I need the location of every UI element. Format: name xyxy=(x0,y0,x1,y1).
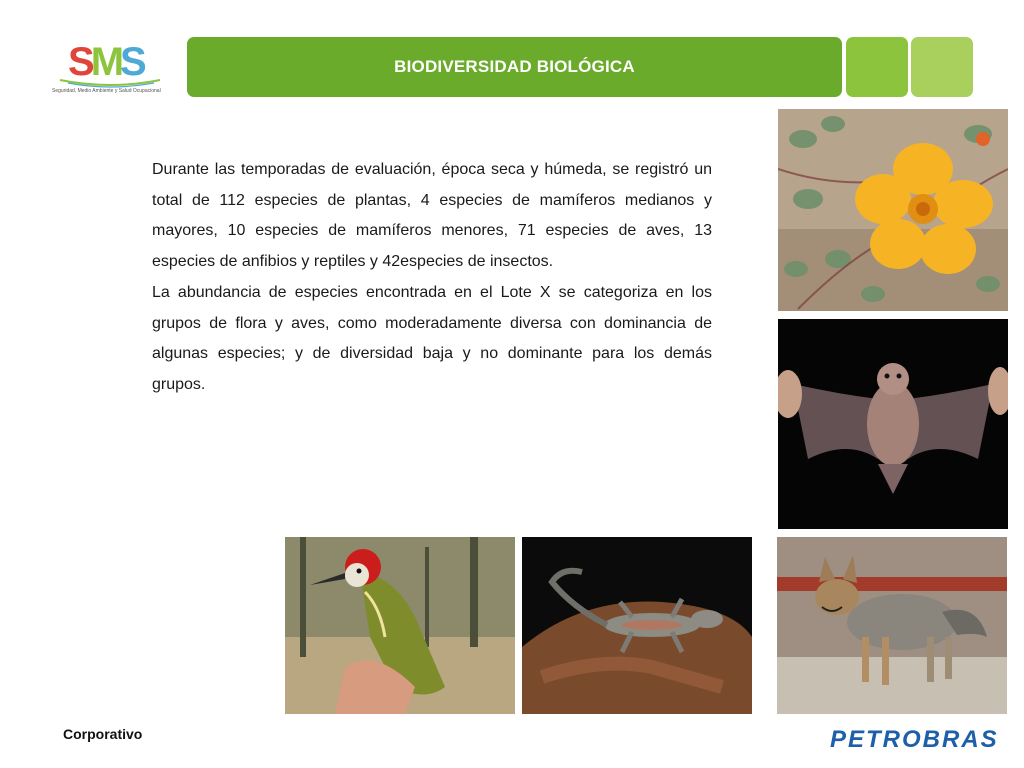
bird-photo xyxy=(285,537,515,714)
logo-letter-s1: S xyxy=(68,40,91,84)
logo-tagline: Seguridad, Medio Ambiente y Salud Ocupacional xyxy=(52,88,161,94)
body-text xyxy=(152,155,712,401)
lizard-photo xyxy=(522,537,752,714)
header-accent-square-2 xyxy=(911,37,973,97)
fox-photo xyxy=(777,537,1007,714)
paragraph-species-count: Durante las temporadas de evaluación, época seca y húmeda, se registró un total de 112 especies de plantas, 4 especies de mamíferos medianos y mayores, 10 especies de mamíferos menores, 71 especies de aves, 13 especies de anfibios y reptiles y 42especies de insectos. xyxy=(152,161,712,271)
bat-photo xyxy=(778,319,1008,529)
page-title: BIODIVERSIDAD BIOLÓGICA xyxy=(394,57,635,76)
paragraph-abundance: La abundancia de especies encontrada en el Lote X se categoriza en los grupos de flora y aves, como moderadamente diversa con dominancia de algunas especies; y de diversidad baja y no dominante para los demás grupos. xyxy=(152,283,712,393)
logo-letter-s2: S xyxy=(120,40,143,84)
logo-letter-m: M xyxy=(90,40,121,84)
title-bar xyxy=(187,37,842,97)
footer-corporativo-label: Corporativo xyxy=(63,726,143,742)
sms-logo xyxy=(52,40,170,98)
header-accent-square-1 xyxy=(846,37,908,97)
flower-photo xyxy=(778,109,1008,311)
logo-swoosh-icon xyxy=(58,76,162,88)
petrobras-logo: PETROBRAS xyxy=(830,726,999,753)
